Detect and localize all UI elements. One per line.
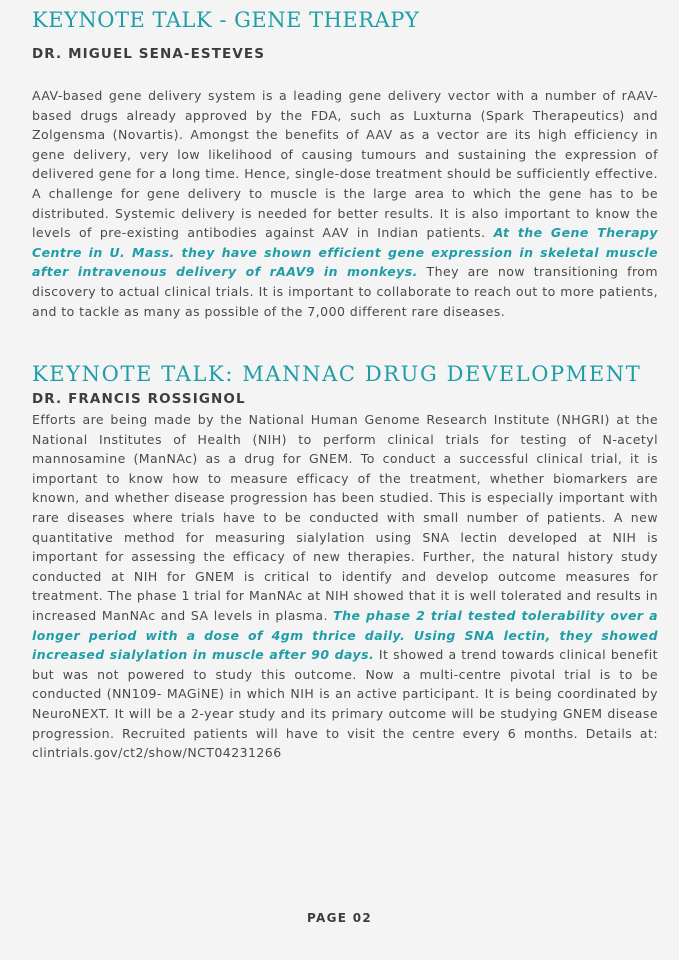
section-mannac [32, 362, 658, 763]
section-title: KEYNOTE TALK: MANNAC DRUG DEVELOPMENT [32, 362, 642, 386]
body-text-before: Efforts are being made by the National Human Genome Research Institute (NHGRI) at the National Institutes of Health (NIH) to perform clinical trials for testing of N-acetyl mannosamine (ManNAc) as a drug for GNEM. To conduct a successful clinical trial, it is important to know how to measure efficacy of the treatment, whether biomarkers are known, and whether disease progression has been studied. This is especially important with rare diseases where trials have to be conducted with small number of patients. A new quantitative method for measuring sialylation using SNA lectin developed at NIH is important for assessing the efficacy of new therapies. Further, the natural history study conducted at NIH for GNEM is critical to identify and develop outcome measures for treatment. The phase 1 trial for ManNAc at NIH showed that it is well tolerated and results in increased ManNAc and SA levels in plasma. [32, 412, 658, 623]
page-number: PAGE 02 [306, 911, 372, 925]
section-body [32, 86, 658, 321]
speaker-name: DR. FRANCIS ROSSIGNOL [32, 391, 246, 407]
speaker-name: DR. MIGUEL SENA-ESTEVES [32, 46, 266, 62]
body-text-after: They are now transitioning from discovery to actual clinical trials. It is important to collaborate to reach out to more patients, and to tackle as many as possible of the 7,000 different rare diseases. [32, 264, 658, 319]
body-text-before: AAV-based gene delivery system is a leading gene delivery vector with a number of rAAV-based drugs already approved by the FDA, such as Luxturna (Spark Therapeutics) and Zolgensma (Novartis). Amongst the benefits of AAV as a vector are its high efficiency in gene delivery, very low likelihood of causing tumours and sustaining the expression of delivered gene for a long time. Hence, single-dose treatment should be sufficiently effective. A challenge for gene delivery to muscle is the large area to which the gene has to be distributed. Systemic delivery is needed for better results. It is also important to know the levels of pre-existing antibodies against AAV in Indian patients. [32, 88, 658, 241]
section-gene-therapy [32, 8, 658, 321]
highlighted-text: The phase 2 trial tested tolerability over a longer period with a dose of 4gm thrice daily. Using SNA lectin, they showed increased sialylation in muscle after 90 days. [32, 607, 658, 663]
highlighted-text: At the Gene Therapy Centre in U. Mass. they have shown efficient gene expression in skeletal muscle after intravenous delivery of rAAV9 in monkeys. [32, 225, 658, 280]
body-text-after: It showed a trend towards clinical benefit but was not powered to study this outcome. Now a multi-centre pivotal trial is to be conducted (NN109- MAGiNE) in which NIH is an active participant. It is being coordinated by NeuroNEXT. It will be a 2-year study and its primary outcome will be studying GNEM disease progression. Recruited patients will have to visit the centre every 6 months. Details at: clintrials.gov/ct2/show/NCT04231266 [32, 647, 658, 761]
section-body [32, 410, 658, 763]
section-title: KEYNOTE TALK - GENE THERAPY [32, 8, 420, 32]
